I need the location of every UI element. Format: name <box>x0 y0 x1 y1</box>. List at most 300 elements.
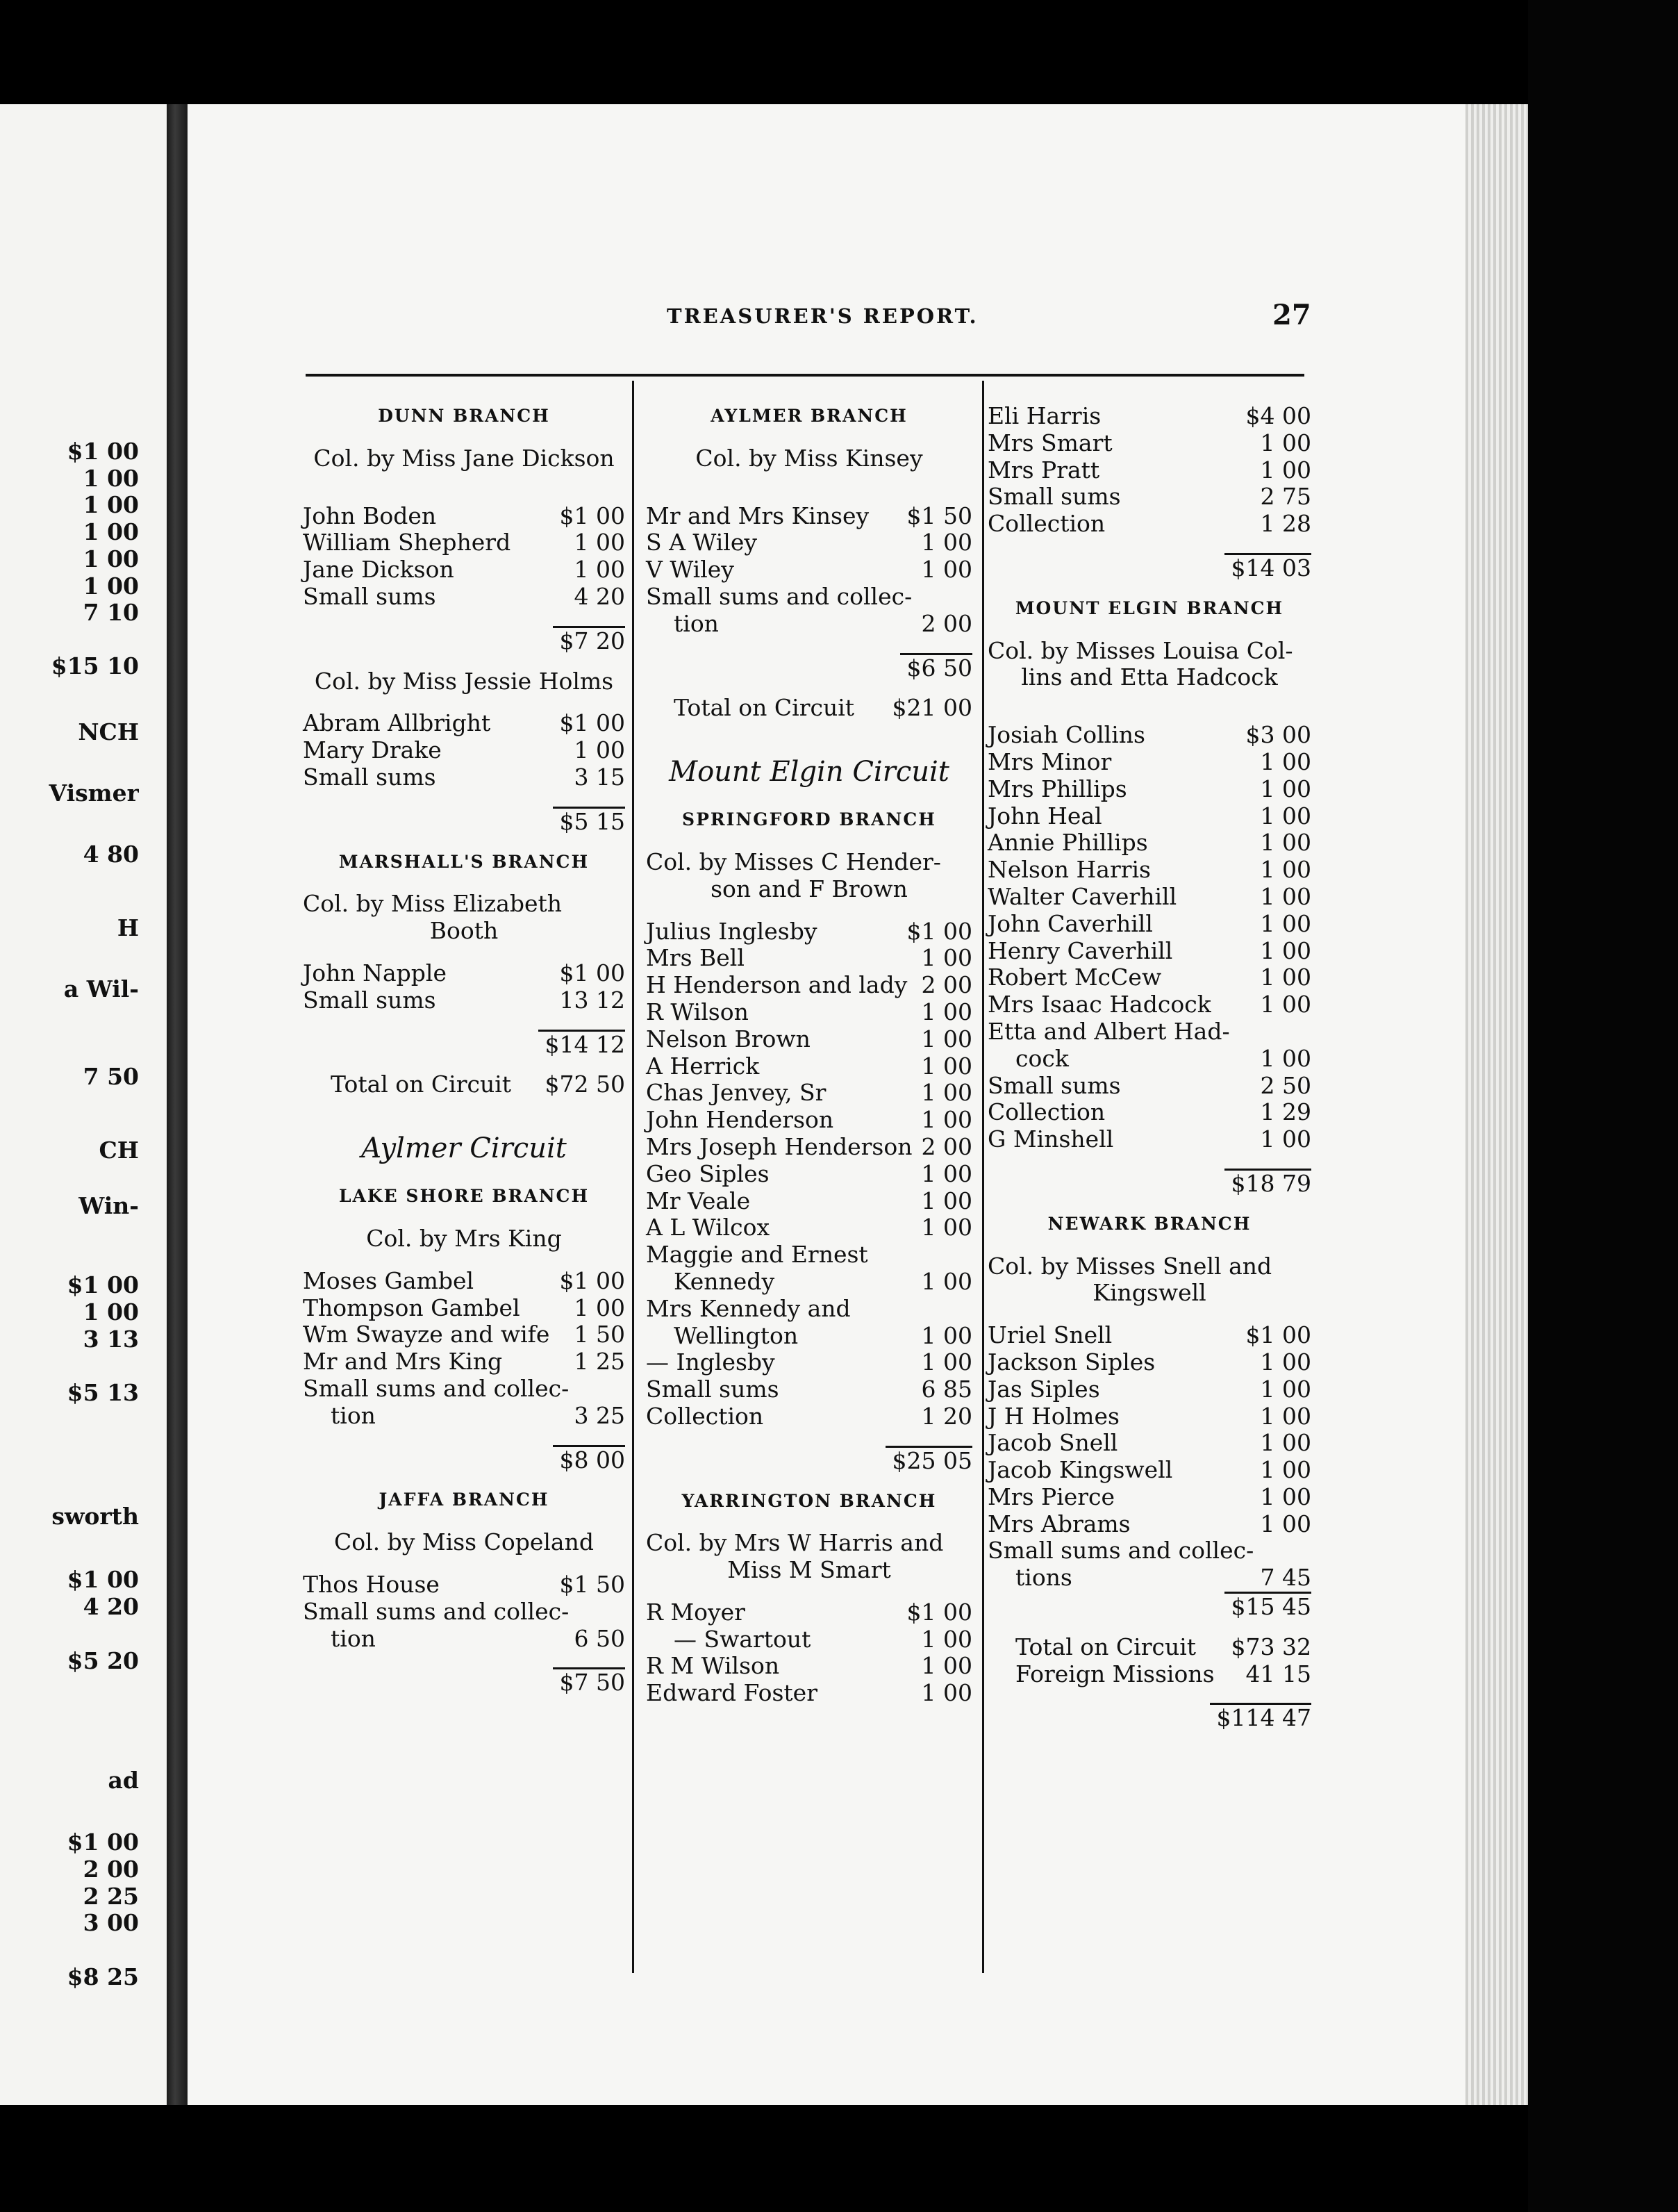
entry-row <box>303 1071 625 1098</box>
spacer <box>303 1210 625 1225</box>
book-gutter <box>167 104 188 2105</box>
entry-name: Wm Swayze and wife <box>303 1321 550 1348</box>
left-page-fragment-text: $1 00 <box>67 1566 139 1593</box>
entry-amount: 1 00 <box>921 1187 972 1214</box>
entry-amount: 1 00 <box>1260 964 1311 991</box>
entry-row <box>988 991 1311 1018</box>
entry-amount: 6 85 <box>921 1376 972 1403</box>
spacer <box>303 1056 625 1071</box>
entry-row <box>988 830 1311 857</box>
entry-row <box>303 764 625 791</box>
entry-amount: 1 00 <box>1260 1044 1311 1072</box>
entry-row <box>988 1537 1311 1565</box>
entry-amount: $15 45 <box>1224 1592 1311 1621</box>
entry-amount: 2 00 <box>921 609 972 637</box>
spacer <box>646 1430 972 1446</box>
entry-name: Mr and Mrs King <box>303 1348 503 1376</box>
entry-amount: $25 05 <box>886 1446 972 1475</box>
entry-name: Collection <box>988 510 1106 538</box>
entry-name: Small sums and collec- <box>303 1374 570 1402</box>
entry-amount: $4 00 <box>1245 402 1311 429</box>
entry-amount: 2 75 <box>1260 483 1311 511</box>
entry-amount: $1 00 <box>906 1598 972 1626</box>
subtotal-row <box>303 807 625 834</box>
entry-name: Foreign Missions <box>1015 1660 1215 1687</box>
entry-row <box>646 999 972 1026</box>
entry-amount: 1 25 <box>574 1348 625 1376</box>
entry-amount: 1 00 <box>921 1159 972 1187</box>
entry-amount: 1 20 <box>921 1402 972 1430</box>
entry-row <box>988 430 1311 457</box>
entry-name: Walter Caverhill <box>988 882 1177 910</box>
entry-amount: 3 15 <box>574 763 625 791</box>
entry-amount: $1 50 <box>906 502 972 529</box>
entry-name: tions <box>1015 1564 1072 1592</box>
entry-row <box>646 503 972 530</box>
entry-row <box>646 1269 972 1296</box>
left-page-fragment-text: 1 00 <box>83 1298 139 1326</box>
collector-line: Kingswell <box>1093 1279 1206 1307</box>
entry-amount: 1 00 <box>921 998 972 1025</box>
entry-row <box>988 803 1311 830</box>
entry-amount: 1 00 <box>921 1348 972 1376</box>
subtotal-row <box>303 626 625 653</box>
entry-row <box>988 1430 1311 1457</box>
page-header: TREASURER'S REPORT. <box>667 304 979 328</box>
entry-row <box>646 529 972 556</box>
entry-name: Kennedy <box>674 1267 775 1295</box>
entry-amount: $7 50 <box>553 1667 625 1697</box>
entry-amount: $7 20 <box>553 626 625 655</box>
entry-amount: $3 00 <box>1245 721 1311 749</box>
entry-amount: 4 20 <box>574 582 625 610</box>
left-page-fragment-text: 1 00 <box>83 518 139 545</box>
circuit-heading: Mount Elgin Circuit <box>669 756 949 789</box>
entry-name: Mary Drake <box>303 736 442 764</box>
entry-amount: 1 00 <box>921 944 972 972</box>
entry-row <box>646 1599 972 1626</box>
left-page-fragment-text: 4 80 <box>83 841 139 868</box>
entry-row <box>646 1214 972 1241</box>
entry-name: Jacob Snell <box>988 1429 1118 1457</box>
entry-amount: $18 79 <box>1224 1169 1311 1198</box>
left-page-fragment-text: sworth <box>51 1503 139 1530</box>
entry-amount: $1 50 <box>559 1570 625 1598</box>
entry-row <box>646 556 972 584</box>
entry-row <box>646 1323 972 1350</box>
entry-amount: 1 00 <box>1260 429 1311 456</box>
entry-row <box>988 857 1311 884</box>
entry-name: Col. by Miss Elizabeth <box>303 890 563 918</box>
entry-name: — Inglesby <box>646 1348 775 1376</box>
entry-name: Mrs Phillips <box>988 775 1127 802</box>
entry-amount: 1 00 <box>1260 1483 1311 1510</box>
entry-name: Mrs Abrams <box>988 1510 1131 1537</box>
left-page-fragment-text: Win- <box>78 1192 139 1219</box>
left-page-fragment-text: $5 20 <box>67 1647 139 1674</box>
entry-row <box>988 1349 1311 1376</box>
entry-name: Mrs Kennedy and <box>646 1294 851 1322</box>
spacer <box>303 1652 625 1667</box>
entry-name: Annie Phillips <box>988 829 1148 857</box>
entry-amount: $21 00 <box>892 694 972 722</box>
entry-name: John Caverhill <box>988 909 1153 937</box>
column-3 <box>988 403 1311 1730</box>
header-rule <box>306 374 1304 377</box>
collector-line: lins and Etta Hadcock <box>1021 663 1278 691</box>
branch-heading: JAFFA BRANCH <box>379 1489 549 1510</box>
entry-row <box>988 911 1311 938</box>
spacer <box>646 1584 972 1599</box>
collector-line: Col. by Miss Jane Dickson <box>313 444 615 472</box>
column-2 <box>646 403 972 1707</box>
entry-amount: 1 00 <box>921 1267 972 1295</box>
subtotal-row <box>646 1446 972 1473</box>
entry-row <box>646 1188 972 1215</box>
spacer <box>303 875 625 891</box>
entry-row <box>988 1126 1311 1153</box>
spacer <box>988 580 1311 595</box>
page-number: 27 <box>1272 299 1311 331</box>
entry-name: Moses Gambel <box>303 1266 474 1294</box>
entry-name: Jane Dickson <box>303 556 454 584</box>
entry-name: G Minshell <box>988 1125 1114 1153</box>
left-page-fragment-text: 3 00 <box>83 1909 139 1936</box>
entry-name: R Wilson <box>646 998 749 1025</box>
entry-row <box>646 1530 972 1557</box>
entry-amount: 6 50 <box>574 1624 625 1652</box>
entry-amount: 1 00 <box>921 1679 972 1707</box>
entry-amount: $114 47 <box>1210 1703 1311 1732</box>
entry-row <box>988 484 1311 511</box>
entry-amount: 1 00 <box>1260 936 1311 964</box>
entry-row <box>303 1295 625 1322</box>
entry-name: V Wiley <box>646 556 734 584</box>
entry-amount: 1 00 <box>1260 748 1311 775</box>
entry-name: Josiah Collins <box>988 721 1145 749</box>
entry-name: H Henderson and lady <box>646 971 908 999</box>
spacer <box>646 903 972 918</box>
entry-name: Robert McCew <box>988 964 1162 991</box>
spacer <box>646 834 972 849</box>
entry-amount: 1 00 <box>921 1052 972 1080</box>
subtotal-row <box>303 1445 625 1472</box>
entry-row <box>646 1403 972 1430</box>
spacer <box>646 1514 972 1530</box>
entry-name: Small sums <box>303 582 436 610</box>
spacer <box>646 488 972 503</box>
entry-name: Mrs Bell <box>646 944 745 972</box>
entry-row <box>988 1376 1311 1403</box>
spacer <box>646 679 972 695</box>
entry-row <box>988 776 1311 803</box>
entry-amount: $1 00 <box>1245 1321 1311 1349</box>
collector-line: son and F Brown <box>711 875 908 902</box>
entry-row <box>646 972 972 999</box>
entry-row <box>646 945 972 972</box>
collector-line: Col. by Miss Jessie Holms <box>314 667 614 695</box>
entry-row <box>988 938 1311 965</box>
entry-row <box>988 1634 1311 1661</box>
entry-name: Mrs Pierce <box>988 1483 1115 1510</box>
branch-heading: SPRINGFORD BRANCH <box>682 809 936 830</box>
entry-amount: 1 00 <box>921 1214 972 1241</box>
spacer <box>303 1514 625 1529</box>
entry-name: Mrs Isaac Hadcock <box>988 991 1211 1018</box>
entry-name: Mrs Minor <box>988 748 1112 775</box>
left-page-fragment-text: 3 13 <box>83 1326 139 1353</box>
left-page-fragment-text: ad <box>108 1767 139 1794</box>
entry-amount: $8 00 <box>553 1445 625 1474</box>
spacer <box>988 1196 1311 1211</box>
left-page-fragment-text: $1 00 <box>67 438 139 465</box>
entry-amount: 1 50 <box>574 1321 625 1348</box>
spacer <box>303 1168 625 1183</box>
collector-line: Booth <box>429 917 499 945</box>
branch-heading: LAKE SHORE BRANCH <box>338 1186 590 1207</box>
circuit-heading: Aylmer Circuit <box>361 1132 567 1165</box>
entry-amount: 1 00 <box>1260 775 1311 802</box>
entry-row <box>988 1484 1311 1511</box>
branch-heading: NEWARK BRANCH <box>1047 1213 1252 1234</box>
entry-name: Col. by Misses C Hender- <box>646 848 941 875</box>
entry-row <box>988 1073 1311 1100</box>
entry-name: Thos House <box>303 1570 440 1598</box>
entry-amount: 1 00 <box>1260 1402 1311 1430</box>
spacer <box>303 945 625 960</box>
entry-amount: 1 00 <box>574 736 625 764</box>
entry-name: Collection <box>646 1402 764 1430</box>
entry-row <box>646 918 972 946</box>
spacer <box>303 653 625 668</box>
entry-amount: $14 03 <box>1224 553 1311 582</box>
entry-amount: 1 00 <box>1260 909 1311 937</box>
entry-name: tion <box>331 1401 376 1429</box>
entry-row <box>988 638 1311 665</box>
entry-row <box>646 849 972 876</box>
entry-row <box>646 695 972 722</box>
spacer <box>303 1014 625 1030</box>
entry-name: Geo Siples <box>646 1159 770 1187</box>
spacer <box>303 695 625 710</box>
entry-row <box>646 1161 972 1188</box>
spacer <box>988 1153 1311 1169</box>
entry-name: Julius Inglesby <box>646 917 817 945</box>
entry-row <box>988 1661 1311 1688</box>
entry-amount: $73 32 <box>1231 1633 1311 1660</box>
entry-row <box>646 1626 972 1653</box>
entry-name: Col. by Misses Louisa Col- <box>988 636 1293 664</box>
spacer <box>646 638 972 653</box>
entry-name: Edward Foster <box>646 1679 817 1707</box>
spacer <box>646 472 972 488</box>
left-page-fragment <box>0 104 167 2105</box>
entry-amount: $1 00 <box>906 917 972 945</box>
entry-row <box>988 1099 1311 1126</box>
collector-line: Col. by Mrs King <box>366 1224 562 1252</box>
entry-name: — Swartout <box>674 1625 811 1653</box>
entry-amount: 1 00 <box>921 1106 972 1134</box>
spacer <box>303 1430 625 1445</box>
subtotal-row <box>646 653 972 680</box>
entry-amount: $6 50 <box>900 653 972 682</box>
entry-row <box>303 556 625 584</box>
entry-row <box>646 1134 972 1161</box>
entry-name: Total on Circuit <box>1015 1633 1197 1660</box>
entry-row <box>303 1626 625 1653</box>
entry-name: Nelson Brown <box>646 1025 811 1053</box>
entry-name: Small sums and collec- <box>303 1597 570 1625</box>
column-1 <box>303 403 625 1697</box>
entry-row <box>988 1253 1311 1280</box>
entry-name: Chas Jenvey, Sr <box>646 1079 826 1107</box>
entry-name: John Boden <box>303 502 437 529</box>
entry-name: R Moyer <box>646 1598 745 1626</box>
entry-name: Small sums <box>303 986 436 1014</box>
entry-row <box>303 710 625 737</box>
entry-row <box>988 749 1311 776</box>
entry-amount: 1 00 <box>1260 856 1311 884</box>
entry-row <box>303 960 625 987</box>
branch-heading: DUNN BRANCH <box>378 406 550 426</box>
left-page-fragment-text: 7 10 <box>83 599 139 626</box>
subtotal-row <box>303 1030 625 1057</box>
entry-name: Mrs Pratt <box>988 456 1100 484</box>
entry-name: Jackson Siples <box>988 1348 1156 1376</box>
entry-amount: 1 00 <box>1260 829 1311 857</box>
entry-row <box>988 884 1311 911</box>
entry-row <box>303 987 625 1014</box>
entry-name: Eli Harris <box>988 402 1102 429</box>
entry-row <box>988 1322 1311 1349</box>
entry-amount: 1 00 <box>921 1652 972 1680</box>
entry-row <box>303 1348 625 1376</box>
entry-name: A L Wilcox <box>646 1214 770 1241</box>
left-page-fragment-text: H <box>117 914 139 941</box>
left-page-fragment-text: 1 00 <box>83 491 139 518</box>
entry-amount: 2 00 <box>921 1132 972 1160</box>
spacer <box>646 1473 972 1488</box>
left-page-fragment-text: 1 00 <box>83 465 139 492</box>
entry-row <box>646 1026 972 1053</box>
page-edges <box>1465 104 1528 2105</box>
spacer <box>988 707 1311 722</box>
entry-amount: 1 00 <box>574 529 625 556</box>
entry-row <box>303 1268 625 1295</box>
entry-name: Thompson Gambel <box>303 1294 520 1321</box>
entry-name: Total on Circuit <box>331 1071 512 1098</box>
entry-name: Nelson Harris <box>988 856 1151 884</box>
branch-heading: MOUNT ELGIN BRANCH <box>1015 597 1284 618</box>
entry-name: Mr and Mrs Kinsey <box>646 502 870 529</box>
entry-amount: 1 00 <box>1260 1125 1311 1153</box>
spacer <box>988 1619 1311 1634</box>
entry-row <box>303 584 625 611</box>
left-page-fragment-text: $15 10 <box>51 652 139 679</box>
column-divider <box>982 381 984 1973</box>
left-page-fragment-text: 4 20 <box>83 1593 139 1620</box>
entry-row <box>988 1018 1311 1046</box>
entry-row <box>988 457 1311 484</box>
spacer <box>303 1114 625 1129</box>
entry-name: cock <box>1015 1044 1069 1072</box>
spacer <box>988 1687 1311 1703</box>
spacer <box>303 791 625 807</box>
entry-amount: 1 00 <box>921 1625 972 1653</box>
entry-amount: 1 00 <box>1260 1375 1311 1403</box>
left-page-fragment-text: $1 00 <box>67 1829 139 1856</box>
spacer <box>646 430 972 445</box>
entry-amount: 1 00 <box>921 1321 972 1349</box>
spacer <box>303 1253 625 1268</box>
entry-row <box>646 1376 972 1403</box>
entry-amount: 1 00 <box>1260 1456 1311 1484</box>
entry-row <box>988 1046 1311 1073</box>
entry-row <box>646 1241 972 1269</box>
entry-name: John Heal <box>988 802 1102 830</box>
spacer <box>303 488 625 503</box>
entry-row <box>303 1321 625 1348</box>
spacer <box>646 737 972 752</box>
subtotal-row <box>988 1592 1311 1619</box>
left-page-fragment-text: 1 00 <box>83 572 139 600</box>
left-page-fragment-text: $8 25 <box>67 1963 139 1990</box>
entry-name: Maggie and Ernest <box>646 1241 868 1269</box>
entry-name: tion <box>331 1624 376 1652</box>
left-page-fragment-text: 1 00 <box>83 545 139 572</box>
spacer <box>988 538 1311 553</box>
entry-name: Total on Circuit <box>674 694 855 722</box>
entry-row <box>988 1511 1311 1538</box>
branch-heading: YARRINGTON BRANCH <box>681 1490 937 1511</box>
entry-name: Collection <box>988 1098 1106 1126</box>
entry-row <box>303 891 625 918</box>
column-divider <box>632 381 634 1973</box>
left-page-fragment-text: CH <box>99 1137 139 1164</box>
entry-name: Mrs Smart <box>988 429 1113 456</box>
entry-amount: 1 00 <box>1260 1510 1311 1537</box>
entry-name: Small sums <box>988 483 1121 511</box>
entry-row <box>988 964 1311 991</box>
entry-row <box>646 1107 972 1134</box>
dark-background <box>1528 0 1678 2212</box>
entry-row <box>646 1653 972 1680</box>
entry-row <box>988 403 1311 430</box>
entry-name: Jas Siples <box>988 1375 1100 1403</box>
entry-amount: 2 00 <box>921 971 972 999</box>
spacer <box>646 722 972 737</box>
entry-row <box>646 584 972 611</box>
entry-name: Small sums <box>646 1376 779 1403</box>
entry-amount: 1 00 <box>921 1025 972 1053</box>
entry-amount: 1 00 <box>574 556 625 584</box>
entry-amount: 41 15 <box>1245 1660 1311 1687</box>
entry-name: A Herrick <box>646 1052 760 1080</box>
entry-amount: 1 00 <box>1260 991 1311 1018</box>
entry-row <box>646 1053 972 1080</box>
spacer <box>303 430 625 445</box>
spacer <box>646 791 972 807</box>
entry-row <box>646 1349 972 1376</box>
entry-row <box>303 529 625 556</box>
entry-amount: 1 29 <box>1260 1098 1311 1126</box>
branch-heading: AYLMER BRANCH <box>711 406 908 426</box>
collector-line: Miss M Smart <box>727 1556 891 1584</box>
entry-row <box>988 511 1311 538</box>
entry-name: John Napple <box>303 959 447 987</box>
spacer <box>303 1471 625 1487</box>
left-page-fragment-text: 2 25 <box>83 1883 139 1910</box>
